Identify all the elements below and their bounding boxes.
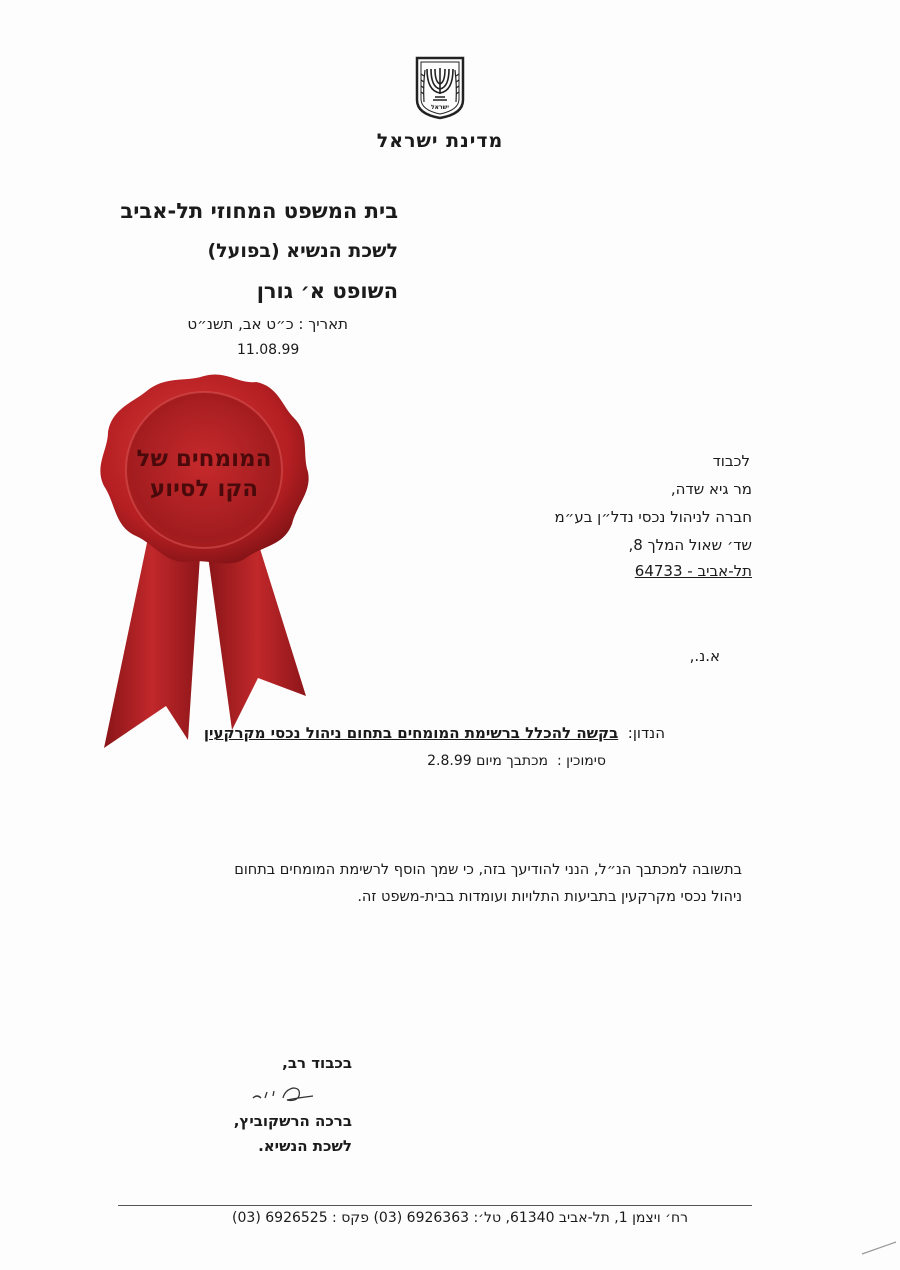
gregorian-date: 11.08.99 (237, 342, 300, 358)
judge-name: השופט א׳ גורן (256, 279, 398, 303)
hebrew-date: תאריך : כ״ט אב, תשנ״ט (187, 315, 348, 333)
addressee-salutation: לכבוד (712, 452, 750, 470)
court-name: בית המשפט המחוזי תל-אביב (120, 199, 398, 223)
state-title: מדינת ישראל (376, 130, 504, 152)
office-name: לשכת הנשיא (בפועל) (207, 240, 398, 262)
subject-text: בקשה להכלל ברשימת המומחים בתחום ניהול נכסי מקרקעין (203, 724, 619, 742)
svg-text:ישראל: ישראל (431, 104, 449, 111)
body-line-1: בתשובה למכתבך הנ״ל, הנני להודיעך בזה, כי שמך הוסף לרשימת המומחים בתחום (234, 862, 742, 878)
signer-name: ברכה הרשקוביץ, (233, 1112, 352, 1130)
reference-text: מכתבך מיום 2.8.99 (427, 753, 549, 769)
greeting: א.נ., (689, 647, 720, 665)
addressee-name: מר גיא שדה, (670, 480, 752, 498)
footer-divider (118, 1205, 752, 1206)
svg-text:המומחים של: המומחים של (136, 446, 272, 472)
reference-line (427, 753, 606, 769)
reference-label: סימוכין : (556, 753, 606, 769)
subject-line (204, 724, 665, 742)
page-corner-mark (856, 1240, 900, 1256)
handwritten-signature (243, 1076, 333, 1106)
addressee-city: תל-אביב - 64733 (634, 562, 752, 580)
menorah-emblem-icon (413, 56, 467, 120)
subject-label: הנדון: (627, 724, 665, 742)
svg-text:הקו לסיוע: הקו לסיוע (149, 476, 259, 502)
signer-office: לשכת הנשיא. (258, 1137, 352, 1155)
addressee-street: שד׳ שאול המלך 8, (628, 536, 752, 554)
wax-seal-icon (96, 368, 312, 752)
body-line-2: ניהול נכסי מקרקעין בתביעות התלויות ועומדות בבית-משפט זה. (357, 889, 742, 905)
closing: בכבוד רב, (282, 1054, 352, 1072)
addressee-company: חברה לניהול נכסי נדל״ן בע״מ (554, 508, 752, 526)
footer-address: רח׳ ויצמן 1, תל-אביב 61340, טל׳: 6926363 (03) פקס : 6926525 (03) (232, 1210, 688, 1226)
